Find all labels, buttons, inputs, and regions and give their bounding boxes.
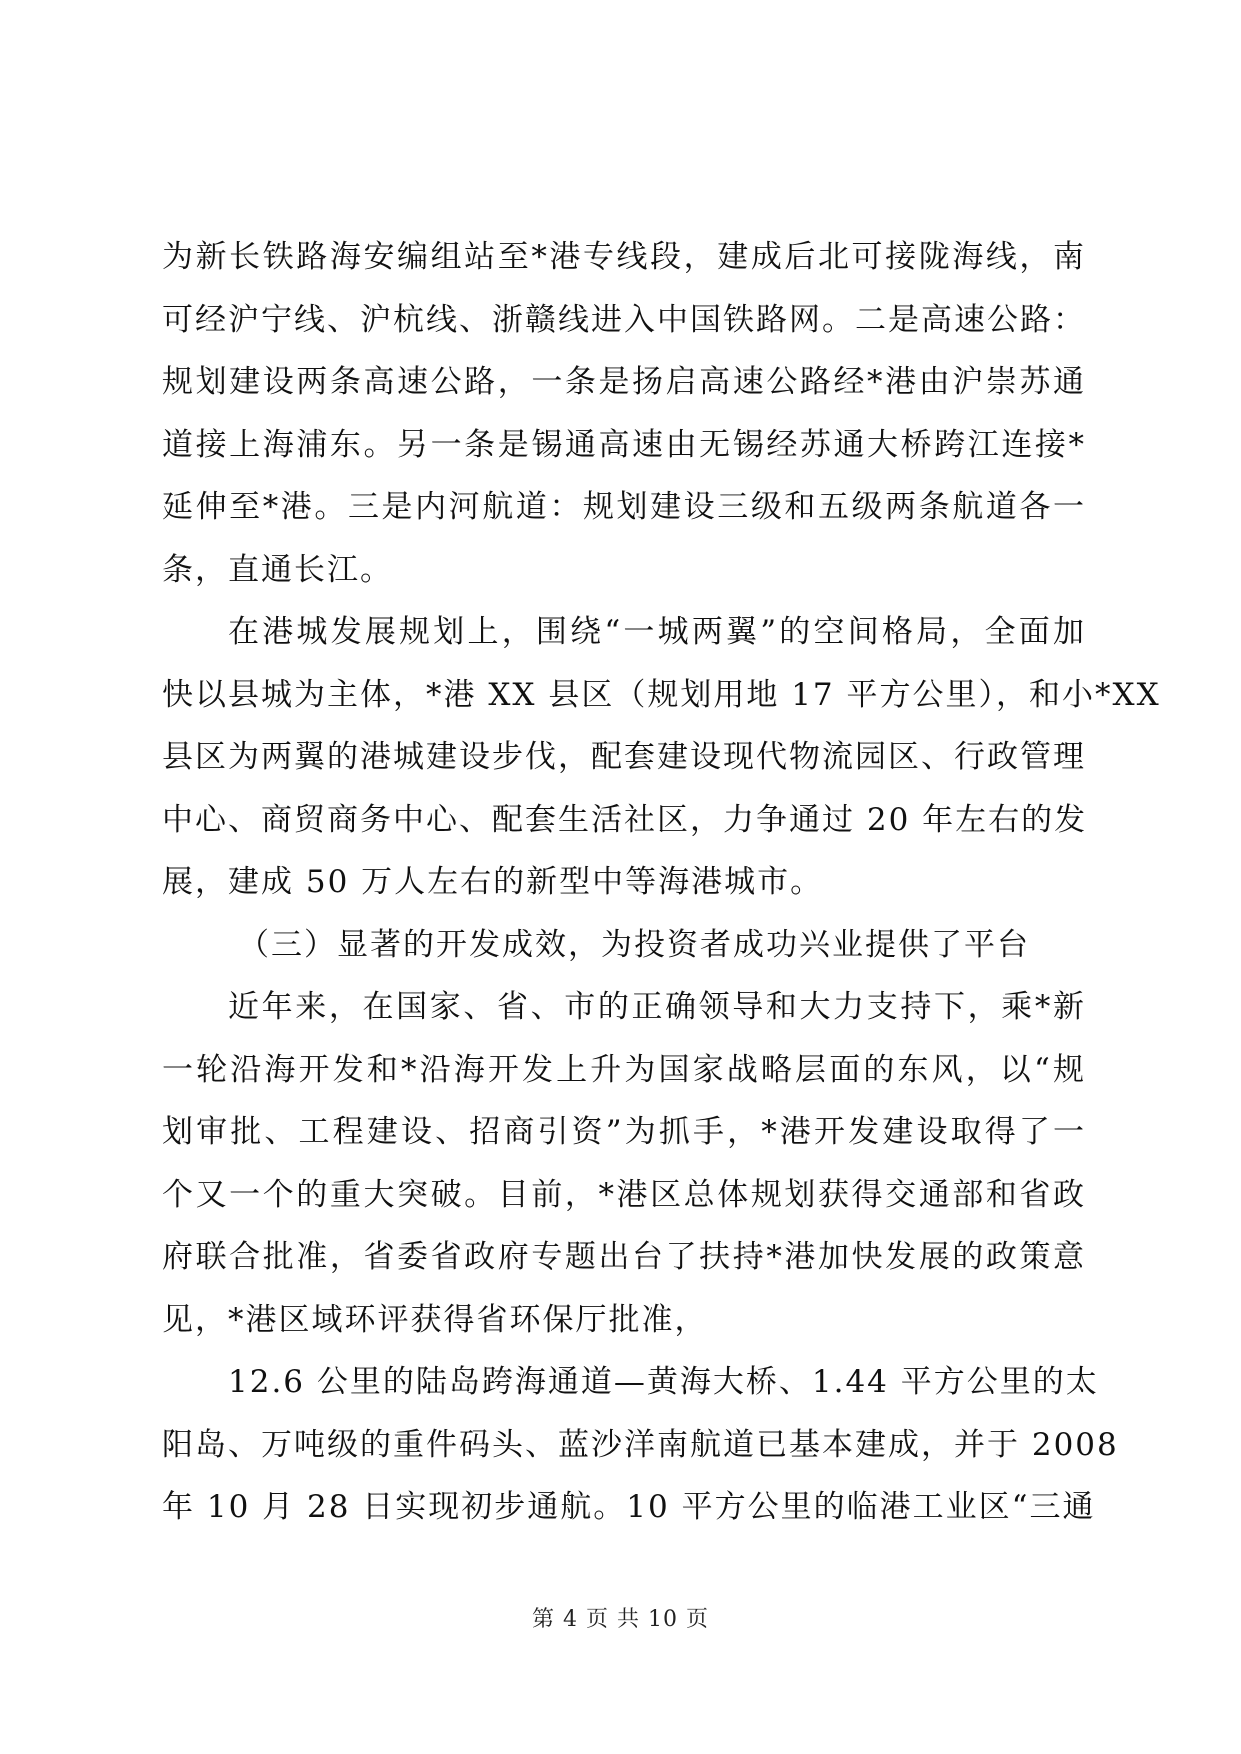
page-footer: 第 4 页 共 10 页 <box>532 1607 709 1632</box>
text-line: 为新长铁路海安编组站至*港专线段，建成后北可接陇海线，南 <box>162 239 1086 275</box>
text-line: 展，建成 50 万人左右的新型中等海港城市。 <box>162 864 824 900</box>
text-line: 县区为两翼的港城建设步伐，配套建设现代物流园区、行政管理 <box>162 739 1086 775</box>
text-line: 阳岛、万吨级的重件码头、蓝沙洋南航道已基本建成，并于 2008 <box>162 1426 1119 1463</box>
text-line: 道接上海浦东。另一条是锡通高速由无锡经苏通大桥跨江连接* <box>162 426 1086 463</box>
text-line: 规划建设两条高速公路，一条是扬启高速公路经*港由沪崇苏通 <box>162 364 1086 400</box>
text-line: 个又一个的重大突破。目前，*港区总体规划获得交通部和省政 <box>162 1176 1086 1213</box>
section-heading: （三）显著的开发成效，为投资者成功兴业提供了平台 <box>238 926 1030 963</box>
paragraph-start-line: 近年来，在国家、省、市的正确领导和大力支持下，乘*新 <box>228 989 1086 1025</box>
text-line: 中心、商贸商务中心、配套生活社区，力争通过 20 年左右的发 <box>162 801 1088 838</box>
text-line: 快以县城为主体，*港 XX 县区（规划用地 17 平方公里），和小*XX <box>162 676 1161 713</box>
paragraph-start-line: 在港城发展规划上，围绕“一城两翼”的空间格局，全面加 <box>228 614 1086 650</box>
text-line: 划审批、工程建设、招商引资”为抓手，*港开发建设取得了一 <box>162 1114 1086 1150</box>
text-line: 府联合批准，省委省政府专题出台了扶持*港加快发展的政策意 <box>162 1239 1086 1275</box>
text-line: 一轮沿海开发和*沿海开发上升为国家战略层面的东风，以“规 <box>162 1051 1086 1088</box>
text-line: 延伸至*港。三是内河航道：规划建设三级和五级两条航道各一 <box>162 489 1086 525</box>
text-line: 年 10 月 28 日实现初步通航。10 平方公里的临港工业区“三通 <box>162 1489 1096 1525</box>
text-line: 条，直通长江。 <box>162 551 393 588</box>
text-line: 可经沪宁线、沪杭线、浙赣线进入中国铁路网。二是高速公路： <box>162 301 1086 338</box>
paragraph-start-line: 12.6 公里的陆岛跨海通道—黄海大桥、1.44 平方公里的太 <box>228 1364 1099 1400</box>
document-body <box>162 226 1161 1539</box>
text-line: 见，*港区域环评获得省环保厅批准， <box>162 1301 708 1338</box>
